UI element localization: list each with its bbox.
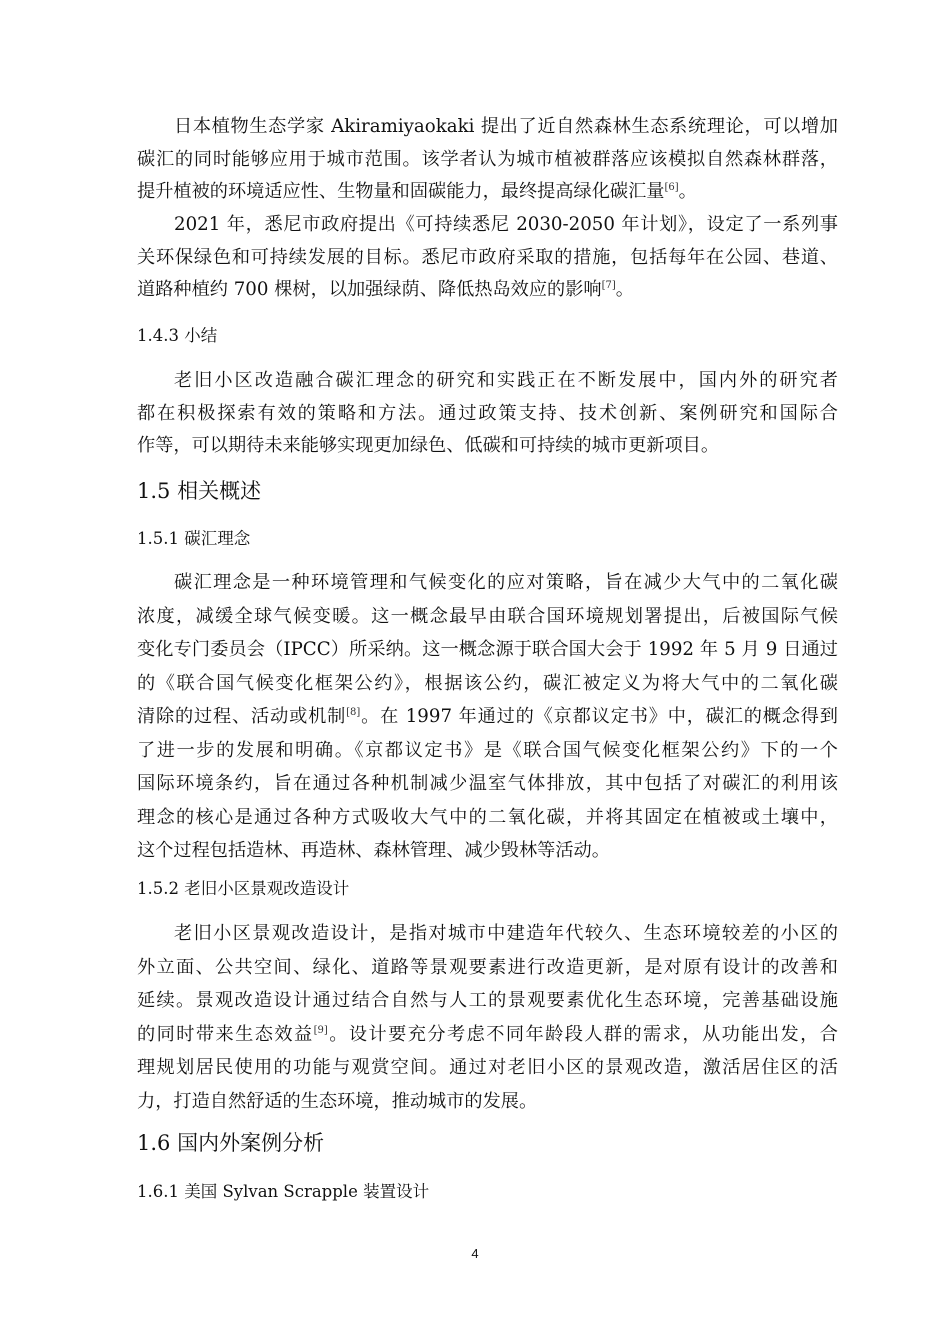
- line-text: 国际环境条约，旨在通过各种机制减少温室气体排放，其中包括了对碳汇的利用该: [137, 773, 838, 794]
- line-text: 关环保绿色和可持续发展的目标。悉尼市政府采取的措施，包括每年在公园、巷道、: [137, 246, 838, 268]
- text-line: [137, 600, 838, 634]
- paragraph-landscape-renovation: [137, 917, 838, 1118]
- heading-1-5-1: 1.5.1 碳汇理念: [137, 529, 251, 548]
- text-line: [137, 801, 838, 835]
- citation-ref: [8]: [346, 707, 361, 718]
- line-text: 老旧小区改造融合碳汇理念的研究和实践正在不断发展中，国内外的研究者: [174, 370, 838, 391]
- line-text: 碳汇理念是一种环境管理和气候变化的应对策略，旨在减少大气中的二氧化碳: [174, 572, 838, 593]
- text-line: [137, 365, 838, 398]
- line-text: 理规划居民使用的功能与观赏空间。通过对老旧小区的景观改造，激活居住区的活: [137, 1057, 838, 1078]
- text-line: [137, 700, 838, 734]
- text-line: [137, 566, 838, 600]
- line-text: 道路种植约 700 棵树，以加强绿荫、降低热岛效应的影响: [137, 279, 602, 301]
- heading-1-6: 1.6 国内外案例分析: [137, 1131, 325, 1155]
- line-text-after-citation: 。: [678, 181, 697, 203]
- line-text: 碳汇的同时能够应用于城市范围。该学者认为城市植被群落应该模拟自然森林群落，: [137, 148, 838, 170]
- text-line: [137, 767, 838, 801]
- line-text: 提升植被的环境适应性、生物量和固碳能力，最终提高绿化碳汇量: [137, 181, 665, 203]
- text-line: [137, 734, 838, 768]
- text-line: [137, 834, 838, 868]
- line-text: 浓度，减缓全球气候变暖。这一概念最早由联合国环境规划署提出，后被国际气候: [137, 605, 838, 627]
- paragraph-summary: [137, 365, 838, 463]
- text-line: [137, 667, 838, 701]
- text-line: [137, 633, 838, 667]
- line-text-after-citation: 。在 1997 年通过的《京都议定书》中，碳汇的概念得到: [360, 706, 838, 727]
- text-line: [137, 398, 838, 431]
- text-line: [137, 274, 838, 307]
- text-line: [137, 242, 838, 275]
- heading-1-5: 1.5 相关概述: [137, 479, 262, 503]
- text-line: [137, 917, 838, 951]
- text-line: [137, 951, 838, 985]
- line-text: 了进一步的发展和明确。《京都议定书》是《联合国气候变化框架公约》下的一个: [137, 739, 838, 761]
- text-line: [137, 209, 838, 242]
- line-text-after-citation: 。设计要充分考虑不同年龄段人群的需求，从功能出发，合: [327, 1023, 838, 1045]
- text-line: [137, 984, 838, 1018]
- citation-ref: [6]: [664, 182, 679, 194]
- line-text: 延续。景观改造设计通过结合自然与人工的景观要素优化生态环境，完善基础设施: [137, 990, 838, 1011]
- line-text: 力，打造自然舒适的生态环境，推动城市的发展。: [137, 1090, 538, 1112]
- heading-1-6-1: 1.6.1 美国 Sylvan Scrapple 装置设计: [137, 1182, 430, 1201]
- line-text: 的《联合国气候变化框架公约》，根据该公约，碳汇被定义为将大气中的二氧化碳: [137, 672, 838, 694]
- line-text: 这个过程包括造林、再造林、森林管理、减少毁林等活动。: [137, 840, 610, 861]
- paragraph-akiramiyaokaki: [137, 111, 838, 209]
- line-text: 老旧小区景观改造设计，是指对城市中建造年代较久、生态环境较差的小区的: [174, 923, 838, 944]
- citation-ref: [9]: [313, 1024, 328, 1036]
- heading-1-5-2: 1.5.2 老旧小区景观改造设计: [137, 879, 350, 898]
- line-text: 的同时带来生态效益: [137, 1023, 314, 1045]
- text-line: [137, 1051, 838, 1085]
- text-line: [137, 1018, 838, 1052]
- line-text: 日本植物生态学家 Akiramiyaokaki 提出了近自然森林生态系统理论，可以增加: [174, 116, 838, 137]
- text-line: [137, 176, 838, 209]
- page-number: 4: [471, 1246, 479, 1261]
- line-text: 清除的过程、活动或机制: [137, 706, 347, 727]
- line-text: 都在积极探索有效的策略和方法。通过政策支持、技术创新、案例研究和国际合: [137, 402, 838, 424]
- text-line: [137, 111, 838, 144]
- heading-1-4-3: 1.4.3 小结: [137, 326, 218, 345]
- line-text: 2021 年，悉尼市政府提出《可持续悉尼 2030-2050 年计划》，设定了一系列事: [174, 214, 838, 235]
- line-text: 作等，可以期待未来能够实现更加绿色、低碳和可持续的城市更新项目。: [137, 435, 720, 457]
- paragraph-carbon-sink: [137, 566, 838, 868]
- text-line: [137, 1085, 838, 1119]
- line-text: 理念的核心是通过各种方式吸收大气中的二氧化碳，并将其固定在植被或土壤中，: [137, 806, 838, 828]
- citation-ref: [7]: [601, 280, 616, 292]
- paragraph-sydney-plan: [137, 209, 838, 307]
- text-line: [137, 144, 838, 177]
- line-text-after-citation: 。: [615, 279, 634, 301]
- text-line: [137, 430, 838, 463]
- line-text: 外立面、公共空间、绿化、道路等景观要素进行改造更新，是对原有设计的改善和: [137, 956, 838, 978]
- line-text: 变化专门委员会（IPCC）所采纳。这一概念源于联合国大会于 1992 年 5 月 9 日通过: [137, 639, 838, 660]
